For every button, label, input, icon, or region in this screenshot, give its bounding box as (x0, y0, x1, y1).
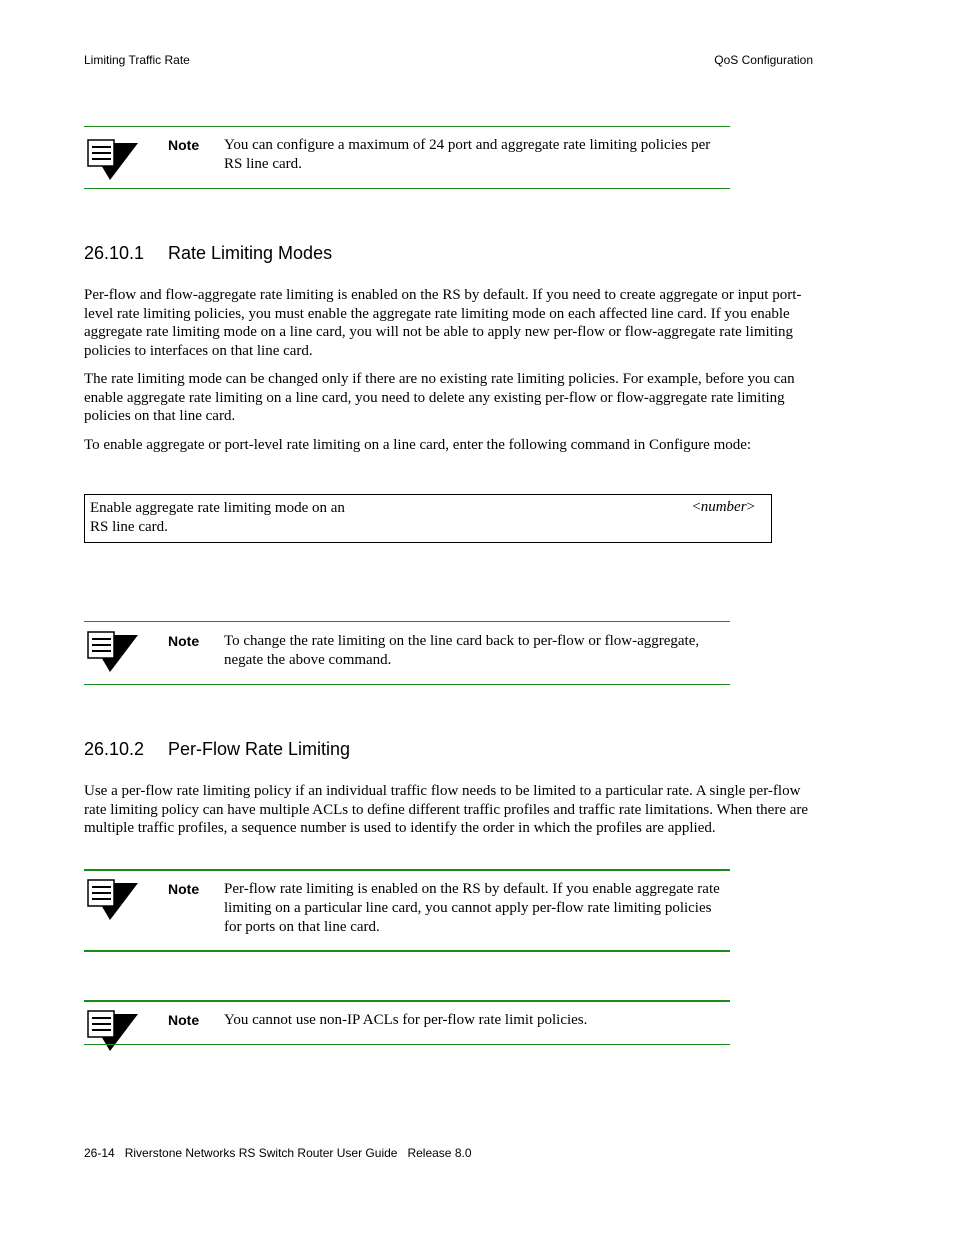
note-bottom-rule (84, 684, 730, 685)
note-top-rule (84, 1000, 730, 1002)
note-text: To change the rate limiting on the line card back to per-flow or flow-aggregate, negate the above command. (224, 633, 700, 668)
note-label: Note (168, 1012, 200, 1028)
running-header-left: Limiting Traffic Rate (84, 53, 190, 67)
note-top-rule (84, 869, 730, 871)
arg-close: > (746, 499, 755, 515)
note-pad-icon (86, 1009, 140, 1053)
section-number: 26.10.1 (84, 243, 145, 263)
arg-open: < (692, 499, 701, 515)
page-footer: 26-14 Riverstone Networks RS Switch Router User Guide Release 8.0 (84, 1146, 472, 1160)
command-argument (692, 499, 755, 516)
note-top-rule (84, 621, 730, 622)
command-table (84, 494, 772, 543)
note-text: Per-flow rate limiting is enabled on the RS by default. If you enable aggregate rate limiting on a particular line card, you cannot apply per-flow rate limiting policies for ports on that line card. (224, 881, 720, 935)
note-label: Note (168, 137, 200, 153)
note-pad-icon (86, 630, 140, 674)
paragraph: Per-flow and flow-aggregate rate limiting is enabled on the RS by default. If you need to create aggregate or input port-level rate limiting policies, you must enable the aggregate rate limiting mode on each affected line card. If you enable aggregate rate limiting mode on a line card, you will not be able to apply new per-flow or flow-aggregate rate limiting policies to interfaces on that line card. (84, 287, 802, 360)
note-pad-icon (86, 138, 140, 182)
section-title: Per-Flow Rate Limiting (168, 739, 351, 759)
section-number: 26.10.2 (84, 739, 145, 759)
paragraph: Use a per-flow rate limiting policy if an individual traffic flow needs to be limited to a particular rate. A single per-flow rate limiting policy can have multiple ACLs to define different traffic profiles and traffic rate limitations. When there are multiple traffic profiles, a sequence number is used to identify the order in which the profiles are applied. (84, 783, 809, 837)
note-bottom-rule (84, 1044, 730, 1045)
note-bottom-rule (84, 188, 730, 189)
note-pad-icon (86, 878, 140, 922)
paragraph: The rate limiting mode can be changed only if there are no existing rate limiting policies. For example, before you can enable aggregate rate limiting on a line card, you need to delete any existing per-flow or flow-aggregate rate limiting policies on that line card. (84, 371, 795, 425)
command-description: Enable aggregate rate limiting mode on an RS line card. (90, 500, 345, 535)
paragraph: To enable aggregate or port-level rate limiting on a line card, enter the following command in Configure mode: (84, 437, 752, 453)
note-text: You can configure a maximum of 24 port and aggregate rate limiting policies per RS line card. (224, 137, 711, 172)
note-top-rule (84, 126, 730, 127)
arg-name: number (700, 499, 747, 515)
section-heading (84, 739, 350, 760)
note-label: Note (168, 881, 200, 897)
section-title: Rate Limiting Modes (168, 243, 333, 263)
note-bottom-rule (84, 950, 730, 952)
section-heading (84, 243, 332, 264)
note-text: You cannot use non-IP ACLs for per-flow rate limit policies. (224, 1012, 588, 1028)
note-label: Note (168, 633, 200, 649)
running-header-right: QoS Configuration (714, 53, 813, 67)
